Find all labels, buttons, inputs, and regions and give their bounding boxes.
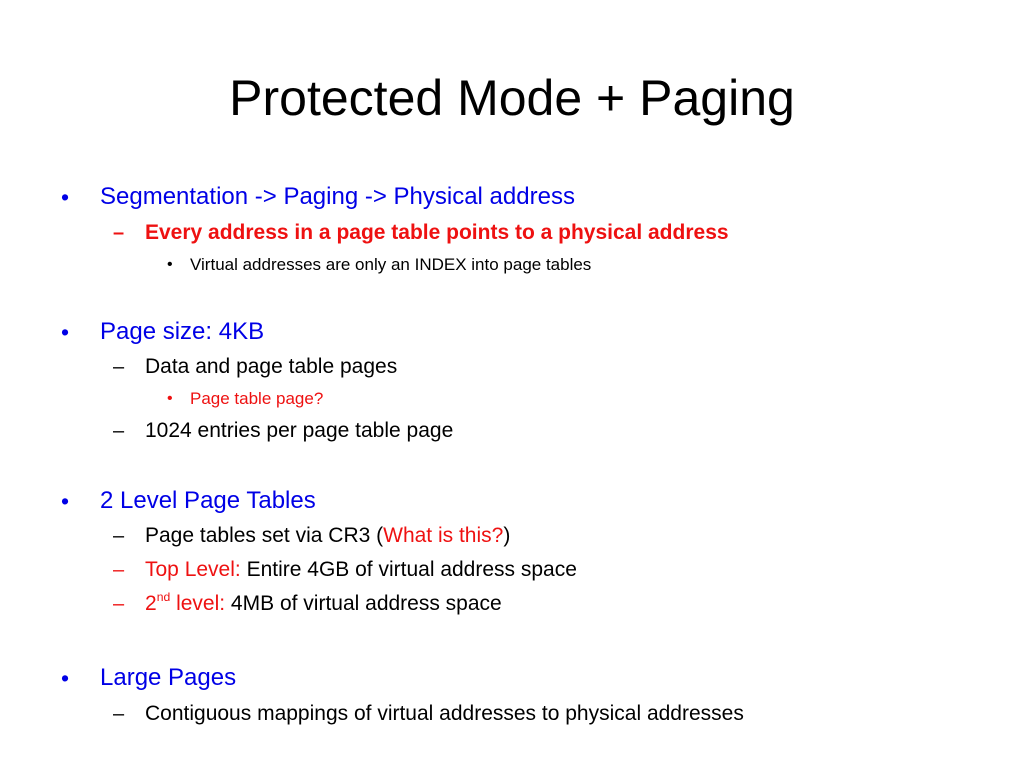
bullet-marker-icon: • <box>61 488 70 514</box>
bullet-two-level-page-tables <box>61 486 316 516</box>
second-level-text: 4MB of virtual address space <box>225 592 502 615</box>
bullet-marker-icon: • <box>61 319 70 345</box>
subsubbullet-virtual-addresses-label: Virtual addresses are only an INDEX into page tables <box>190 255 592 274</box>
dash-marker-icon: – <box>113 559 125 581</box>
subbullet-contiguous-mappings <box>113 701 744 727</box>
dash-marker-icon: – <box>113 525 125 547</box>
cr3-prefix-text: Page tables set via CR3 ( <box>145 524 384 547</box>
top-level-text: Entire 4GB of virtual address space <box>240 558 577 581</box>
subbullet-entries-per-page-label: 1024 entries per page table page <box>145 419 454 442</box>
dash-marker-icon: – <box>113 420 125 442</box>
small-bullet-marker-icon: • <box>167 256 173 273</box>
subbullet-every-address-label: Every address in a page table points to a physical address <box>145 221 729 244</box>
bullet-two-level-page-tables-label: 2 Level Page Tables <box>100 487 316 514</box>
subbullet-contiguous-mappings-label: Contiguous mappings of virtual addresses to physical addresses <box>145 702 744 725</box>
cr3-suffix-text: ) <box>503 524 511 547</box>
dash-marker-icon: – <box>113 593 125 615</box>
bullet-page-size <box>61 317 265 347</box>
second-level-label: level: <box>170 592 226 615</box>
subbullet-page-tables-cr3 <box>113 523 511 549</box>
dash-marker-icon: – <box>113 703 125 725</box>
bullet-segmentation-label: Segmentation -> Paging -> Physical address <box>100 183 575 210</box>
subbullet-second-level <box>113 590 502 617</box>
bullet-large-pages <box>61 663 237 693</box>
bullet-large-pages-label: Large Pages <box>100 664 237 691</box>
second-level-superscript: nd <box>156 590 171 605</box>
second-level-number: 2 <box>145 592 157 615</box>
subbullet-every-address <box>113 220 729 246</box>
subsubbullet-virtual-addresses <box>167 254 592 275</box>
subsubbullet-page-table-page-question <box>167 388 324 409</box>
bullet-marker-icon: • <box>61 665 70 691</box>
small-bullet-marker-icon: • <box>167 390 173 407</box>
subbullet-entries-per-page <box>113 418 454 444</box>
slide-title: Protected Mode + Paging <box>229 70 795 126</box>
top-level-label: Top Level: <box>145 558 241 581</box>
dash-marker-icon: – <box>113 222 125 244</box>
bullet-page-size-label: Page size: 4KB <box>100 318 265 345</box>
subbullet-top-level <box>113 557 577 583</box>
subbullet-data-page-table-pages <box>113 354 398 380</box>
subsubbullet-page-table-page-question-label: Page table page? <box>190 389 324 408</box>
dash-marker-icon: – <box>113 356 125 378</box>
bullet-segmentation <box>61 182 575 212</box>
cr3-question-text: What is this? <box>383 524 504 547</box>
subbullet-data-page-table-pages-label: Data and page table pages <box>145 355 398 378</box>
bullet-marker-icon: • <box>61 184 70 210</box>
